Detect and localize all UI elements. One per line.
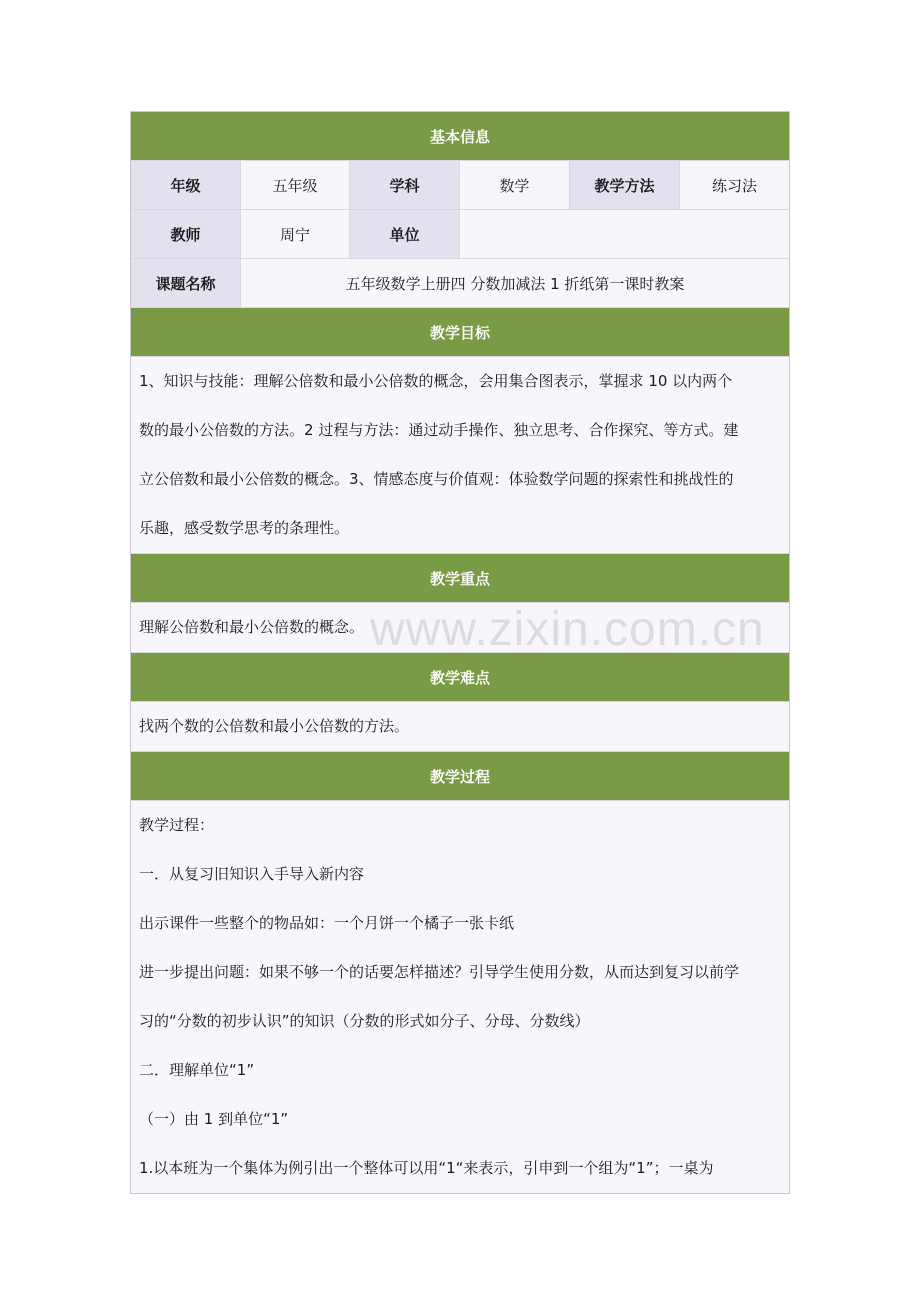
process-line: 进一步提出问题：如果不够一个的话要怎样描述？引导学生使用分数，从而达到复习以前学 (139, 963, 740, 981)
teacher-value: 周宁 (241, 210, 350, 258)
key-points-line: 理解公倍数和最小公倍数的概念。 (139, 618, 365, 636)
unit-label: 单位 (350, 210, 460, 258)
subject-value: 数学 (460, 161, 570, 209)
process-line: 1.以本班为一个集体为例引出一个整体可以用“1“来表示，引申到一个组为“1”；一桌为 (139, 1159, 714, 1177)
process-line: 教学过程： (139, 816, 215, 834)
section-header-basic-info: 基本信息 (131, 112, 789, 161)
process-text (131, 801, 789, 1193)
process-line: （一）由 1 到单位“1” (139, 1110, 289, 1128)
subject-label: 学科 (350, 161, 460, 209)
section-header-difficulties: 教学难点 (131, 653, 789, 702)
method-label: 教学方法 (570, 161, 680, 209)
info-row-topic (131, 259, 789, 308)
method-value: 练习法 (680, 161, 789, 209)
teacher-label: 教师 (131, 210, 241, 258)
process-line: 二．理解单位“1” (139, 1061, 255, 1079)
key-points-text (131, 603, 789, 653)
process-line: 习的“分数的初步认识”的知识（分数的形式如分子、分母、分数线） (139, 1012, 590, 1030)
process-line: 一．从复习旧知识入手导入新内容 (139, 865, 365, 883)
info-row-1 (131, 161, 789, 210)
objectives-text (131, 357, 789, 554)
objectives-line: 乐趣，感受数学思考的条理性。 (139, 519, 350, 537)
topic-label: 课题名称 (131, 259, 241, 307)
grade-value: 五年级 (241, 161, 350, 209)
objectives-line: 1、知识与技能：理解公倍数和最小公倍数的概念，会用集合图表示，掌握求 10 以内两个 (139, 372, 733, 390)
section-header-process: 教学过程 (131, 752, 789, 801)
grade-label: 年级 (131, 161, 241, 209)
watermark: www.zixin.com.cn (370, 603, 765, 656)
topic-value: 五年级数学上册四 分数加减法 1 折纸第一课时教案 (241, 259, 789, 307)
section-header-objectives: 教学目标 (131, 308, 789, 357)
lesson-plan-table (130, 111, 790, 1194)
process-line: 出示课件一些整个的物品如：一个月饼一个橘子一张卡纸 (139, 914, 515, 932)
info-row-2 (131, 210, 789, 259)
unit-value (460, 210, 789, 258)
difficulties-text (131, 702, 789, 752)
objectives-line: 立公倍数和最小公倍数的概念。3、情感态度与价值观：体验数学问题的探索性和挑战性的 (139, 470, 734, 488)
objectives-line: 数的最小公倍数的方法。2 过程与方法：通过动手操作、独立思考、合作探究、等方式。建 (139, 421, 739, 439)
difficulties-line: 找两个数的公倍数和最小公倍数的方法。 (139, 717, 410, 735)
section-header-key-points: 教学重点 (131, 554, 789, 603)
